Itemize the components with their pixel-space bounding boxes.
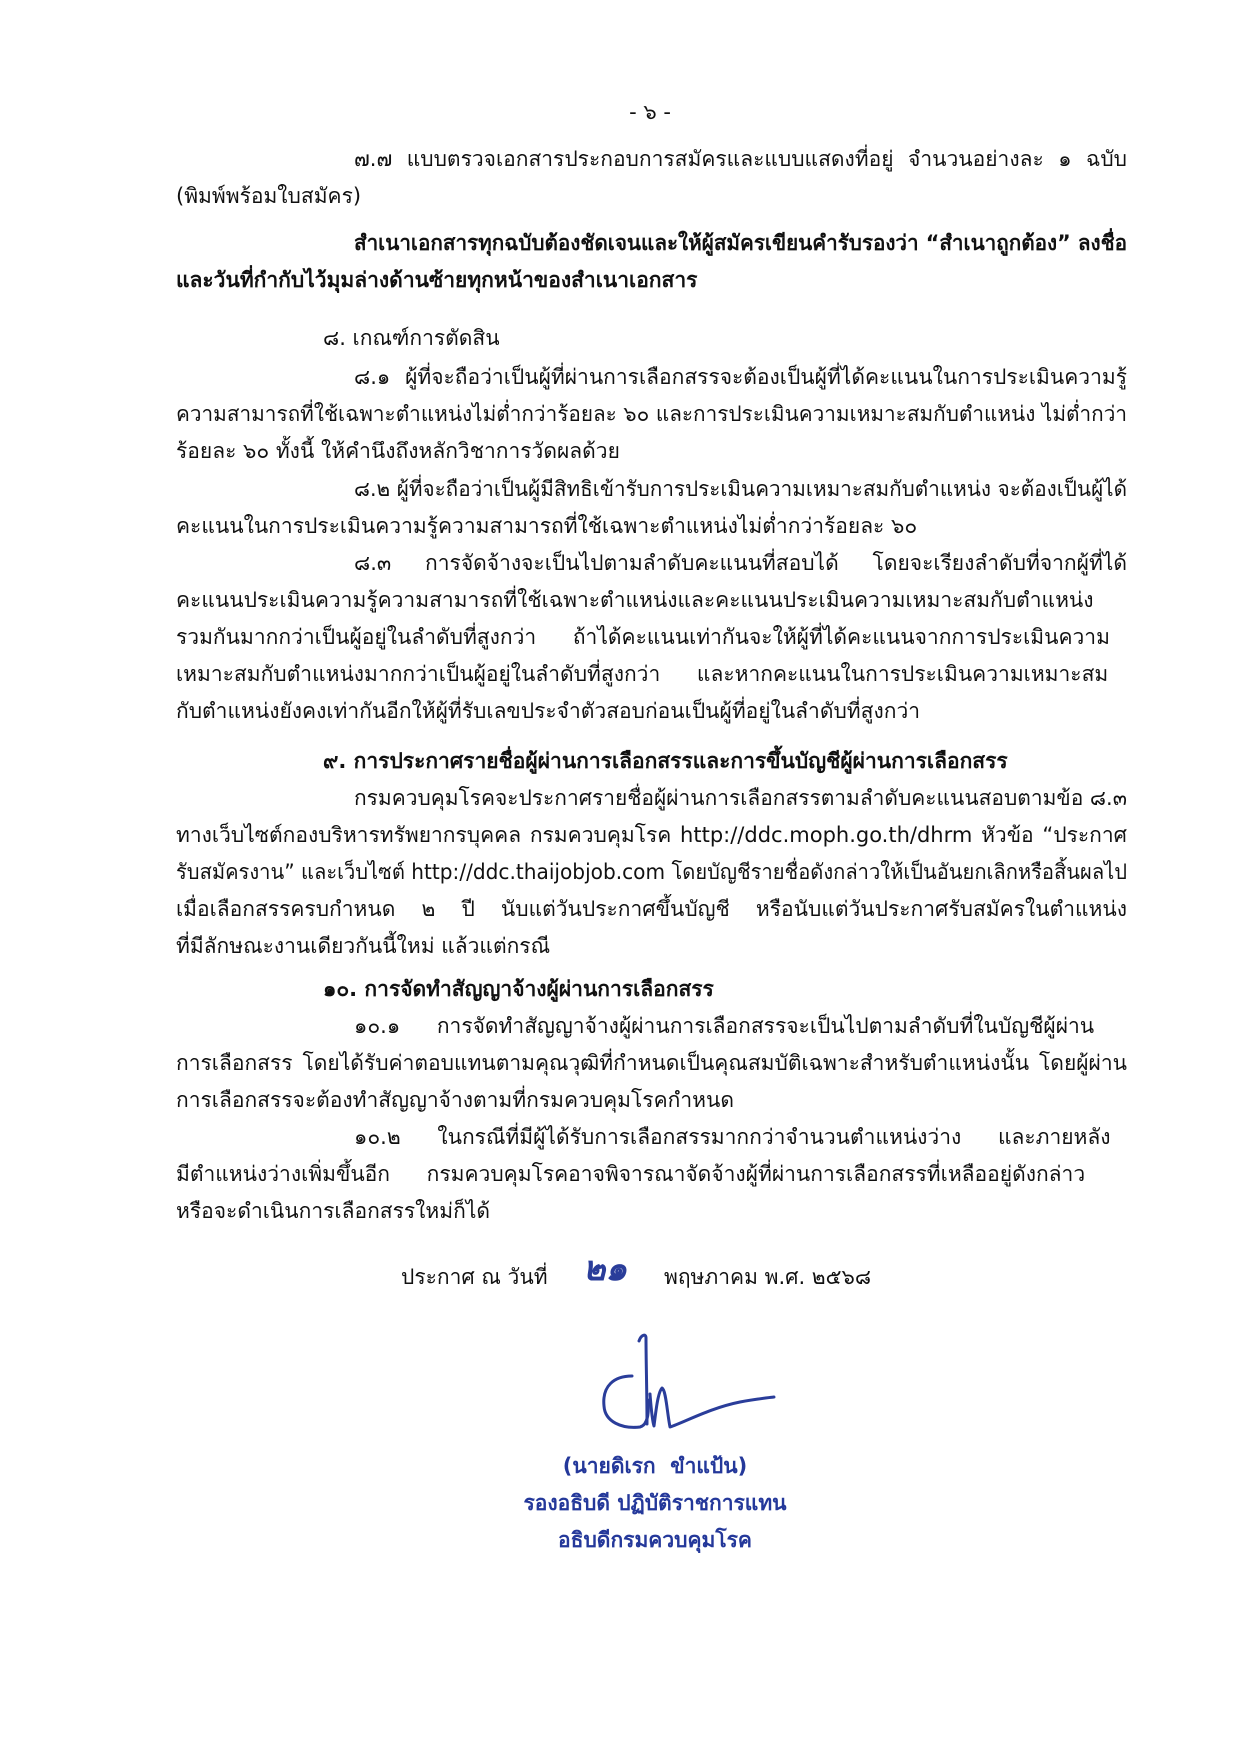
- section-9-text-4: เมื่อเลือกสรรครบกำหนด ๒ ปี นับแต่วันประกาศขึ้นบัญชี หรือนับแต่วันประกาศรับสมัครในตำแหน่ง: [176, 897, 1127, 921]
- page-number-row: [550, 94, 750, 131]
- section-9-line-2: [176, 817, 1127, 854]
- item-8-2-text-2: คะแนนในการประเมินความรู้ความสามารถที่ใช้เฉพาะตำแหน่งไม่ต่ำกว่าร้อยละ ๖๐: [176, 514, 918, 538]
- section-9-text-2: ทางเว็บไซต์กองบริหารทรัพยากรบุคคล กรมควบคุมโรค http://ddc.moph.go.th/dhrm หัวข้อ “ประกาศ: [176, 823, 1127, 847]
- item-8-2-line-1: [354, 471, 1127, 508]
- signature-image: [600, 1332, 780, 1438]
- signatory-name-row: [455, 1448, 855, 1485]
- announcement-date-prefix: ประกาศ ณ วันที่: [401, 1265, 548, 1289]
- section-9-text-5: ที่มีลักษณะงานเดียวกันนี้ใหม่ แล้วแต่กรณี: [176, 934, 551, 958]
- item-10-1: [0, 1008, 1242, 1119]
- section-9-line-5: [176, 928, 1127, 965]
- item-8-2: [0, 471, 1242, 545]
- section-10-heading-row: [323, 971, 1127, 1008]
- certification-text-2: และวันที่กำกับไว้มุมล่างด้านซ้ายทุกหน้าของสำเนาเอกสาร: [176, 268, 698, 292]
- item-8-1-line-2: [176, 396, 1127, 433]
- item-8-3-text-1: ๘.๓ การจัดจ้างจะเป็นไปตามลำดับคะแนนที่สอบได้ โดยจะเรียงลำดับที่จากผู้ที่ได้: [354, 551, 1127, 575]
- page-number: - ๖ -: [629, 100, 671, 124]
- item-7-7-text-2: (พิมพ์พร้อมใบสมัคร): [176, 184, 362, 208]
- handwritten-day: ๒๑: [583, 1249, 627, 1289]
- item-7-7: [0, 141, 1242, 215]
- item-8-3-text-4: เหมาะสมกับตำแหน่งมากกว่าเป็นผู้อยู่ในลำดับที่สูงกว่า และหากคะแนนในการประเมินความเหมาะสม: [176, 662, 1109, 686]
- section-9-line-4: [176, 891, 1127, 928]
- item-8-3-line-5: [176, 693, 1127, 730]
- signatory-name: (นายดิเรก ขำแป้น): [562, 1454, 748, 1478]
- item-8-3-text-5: กับตำแหน่งยังคงเท่ากันอีกให้ผู้ที่รับเลขประจำตัวสอบก่อนเป็นผู้ที่อยู่ในลำดับที่สูงกว่า: [176, 699, 921, 723]
- item-8-1-text-2: ความสามารถที่ใช้เฉพาะตำแหน่งไม่ต่ำกว่าร้อยละ ๖๐ และการประเมินความเหมาะสมกับตำแหน่ง ไม่ต่ำกว่า: [176, 402, 1127, 426]
- item-10-1-text-2: การเลือกสรร โดยได้รับค่าตอบแทนตามคุณวุฒิที่กำหนดเป็นคุณสมบัติเฉพาะสำหรับตำแหน่งนั้น โดยผู้ผ่าน: [176, 1051, 1127, 1075]
- certification-text-1: สำเนาเอกสารทุกฉบับต้องชัดเจนและให้ผู้สมัครเขียนคำรับรองว่า “สำเนาถูกต้อง” ลงชื่อ: [354, 231, 1128, 255]
- item-8-1-text-3: ร้อยละ ๖๐ ทั้งนี้ ให้คำนึงถึงหลักวิชาการวัดผลด้วย: [176, 439, 620, 463]
- announcement-date: [0, 1249, 1242, 1296]
- signatory-position-row: [455, 1485, 855, 1522]
- signatory-position: รองอธิบดี ปฏิบัติราชการแทน: [523, 1491, 787, 1515]
- item-10-2-line-3: [176, 1193, 1127, 1230]
- item-10-1-text-3: การเลือกสรรจะต้องทำสัญญาจ้างตามที่กรมควบคุมโรคกำหนด: [176, 1088, 734, 1112]
- item-8-1: [0, 359, 1242, 470]
- item-10-2-text-3: หรือจะดำเนินการเลือกสรรใหม่ก็ได้: [176, 1199, 491, 1223]
- item-8-3-line-3: [176, 619, 1127, 656]
- item-8-2-text-1: ๘.๒ ผู้ที่จะถือว่าเป็นผู้มีสิทธิเข้ารับการประเมินความเหมาะสมกับตำแหน่ง จะต้องเป็นผู้ได้: [354, 477, 1128, 501]
- item-8-1-text-1: ๘.๑ ผู้ที่จะถือว่าเป็นผู้ที่ผ่านการเลือกสรรจะต้องเป็นผู้ที่ได้คะแนนในการประเมินความรู้: [354, 365, 1127, 389]
- section-8-heading: ๘. เกณฑ์การตัดสิน: [323, 326, 500, 350]
- item-8-3-text-3: รวมกันมากกว่าเป็นผู้อยู่ในลำดับที่สูงกว่า ถ้าได้คะแนนเท่ากันจะให้ผู้ที่ได้คะแนนจากการประเมินความ: [176, 625, 1110, 649]
- item-10-2: [0, 1119, 1242, 1230]
- section-9-heading-row: [323, 743, 1127, 780]
- announcement-month-year: พฤษภาคม พ.ศ. ๒๕๖๘: [664, 1265, 872, 1289]
- item-8-1-line-3: [176, 433, 1127, 470]
- section-9-line-1: [354, 780, 1127, 817]
- item-8-1-line-1: [354, 359, 1127, 396]
- section-9-text-1: กรมควบคุมโรคจะประกาศรายชื่อผู้ผ่านการเลือกสรรตามลำดับคะแนนสอบตามข้อ ๘.๓: [354, 786, 1128, 810]
- signatory-block: [0, 1448, 1242, 1559]
- section-8-heading-row: [323, 320, 1127, 357]
- section-10-heading: ๑๐. การจัดทำสัญญาจ้างผู้ผ่านการเลือกสรร: [323, 977, 714, 1001]
- item-10-2-text-1: ๑๐.๒ ในกรณีที่มีผู้ได้รับการเลือกสรรมากกว่าจำนวนตำแหน่งว่าง และภายหลัง: [354, 1125, 1111, 1149]
- item-7-7-line-1: [354, 141, 1127, 178]
- item-8-2-line-2: [176, 508, 1127, 545]
- section-9-line-3: [176, 854, 1127, 891]
- signature: [600, 1332, 780, 1438]
- item-10-2-line-2: [176, 1156, 1127, 1193]
- certification-line-2: [176, 262, 1127, 299]
- signature-stroke-tail: [650, 1388, 774, 1427]
- item-7-7-text-1: ๗.๗ แบบตรวจเอกสารประกอบการสมัครและแบบแสดงที่อยู่ จำนวนอย่างละ ๑ ฉบับ: [354, 147, 1127, 171]
- item-10-1-line-1: [354, 1008, 1127, 1045]
- item-8-3-line-2: [176, 582, 1127, 619]
- section-9-text-3: รับสมัครงาน” และเว็บไซต์ http://ddc.thaijobjob.com โดยบัญชีรายชื่อดังกล่าวให้เป็นอันยกเลิกหรือสิ้นผลไป: [176, 860, 1128, 884]
- item-8-3-line-4: [176, 656, 1127, 693]
- signatory-on-behalf: อธิบดีกรมควบคุมโรค: [558, 1528, 752, 1552]
- certification-line-1: [354, 225, 1127, 262]
- item-10-1-line-2: [176, 1045, 1127, 1082]
- item-10-2-text-2: มีตำแหน่งว่างเพิ่มขึ้นอีก กรมควบคุมโรคอาจพิจารณาจัดจ้างผู้ที่ผ่านการเลือกสรรที่เหลืออยู่ดังกล่าว: [176, 1162, 1086, 1186]
- copy-certification-note: [0, 225, 1242, 299]
- section-9-body: [0, 780, 1242, 965]
- item-7-7-line-2: [176, 178, 1127, 215]
- signature-stroke-stem: [639, 1335, 647, 1424]
- item-8-3: [0, 545, 1242, 730]
- item-8-3-line-1: [354, 545, 1127, 582]
- item-10-1-line-3: [176, 1082, 1127, 1119]
- item-10-1-text-1: ๑๐.๑ การจัดทำสัญญาจ้างผู้ผ่านการเลือกสรรจะเป็นไปตามลำดับที่ในบัญชีผู้ผ่าน: [354, 1014, 1095, 1038]
- section-9-heading: ๙. การประกาศรายชื่อผู้ผ่านการเลือกสรรและการขึ้นบัญชีผู้ผ่านการเลือกสรร: [323, 749, 1008, 773]
- item-10-2-line-1: [354, 1119, 1127, 1156]
- signature-stroke-loop: [604, 1376, 649, 1427]
- signatory-on-behalf-row: [455, 1522, 855, 1559]
- item-8-3-text-2: คะแนนประเมินความรู้ความสามารถที่ใช้เฉพาะตำแหน่งและคะแนนประเมินความเหมาะสมกับตำแหน่ง: [176, 588, 1094, 612]
